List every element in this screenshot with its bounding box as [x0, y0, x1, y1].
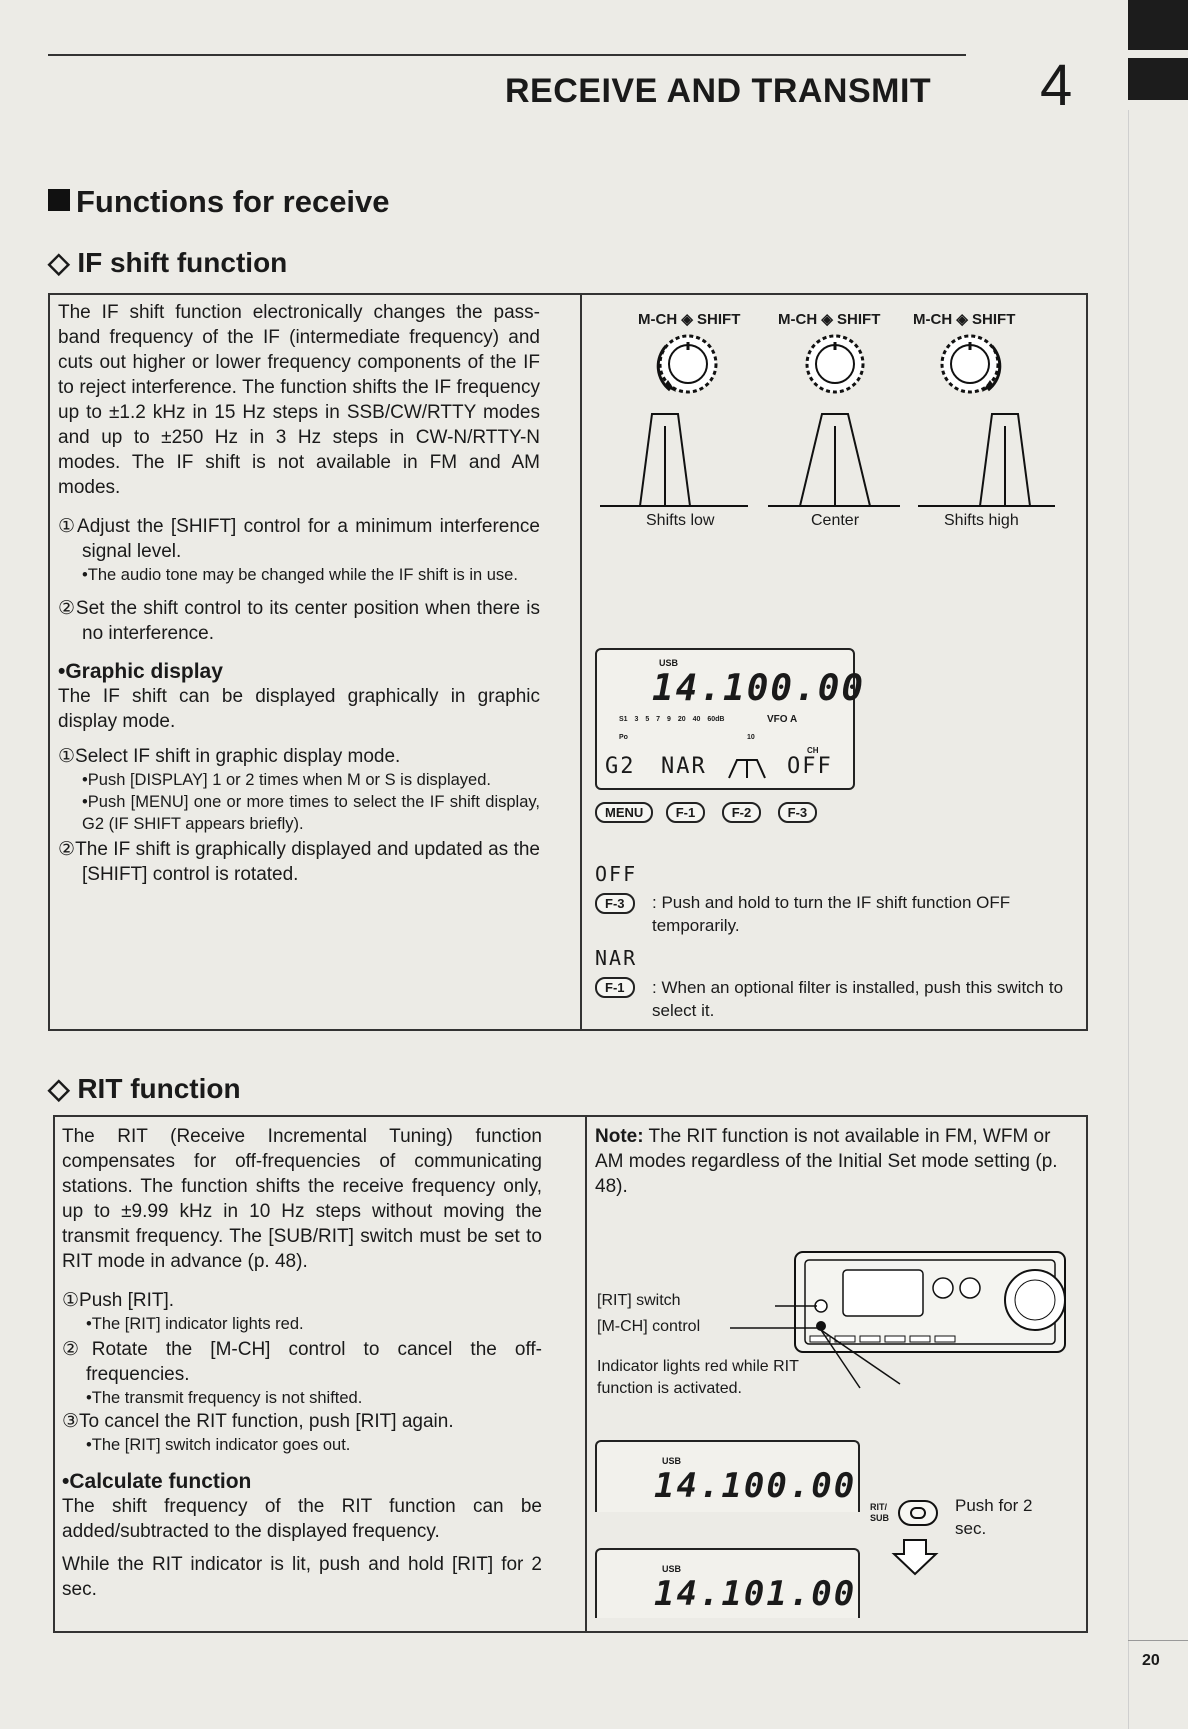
if-step-2: ②Set the shift control to its center position when there is no interference. — [58, 598, 540, 644]
rit-lcd-before-mode: USB — [662, 1456, 682, 1466]
rit-step-1: ①Push [RIT]. — [62, 1290, 175, 1311]
graphic-display-intro: The IF shift can be displayed graphically in graphic display mode. — [58, 686, 540, 732]
indicator-label: Indicator lights red while RIT function is activated. — [597, 1358, 799, 1397]
lcd-shift-graphic-icon — [727, 756, 767, 780]
caption-center: Center — [811, 512, 860, 529]
f1-key[interactable]: F-1 — [666, 802, 706, 823]
off-indicator: OFF — [595, 862, 638, 886]
nar-description: : When an optional filter is installed, push this switch to select it. — [652, 978, 1064, 1020]
page-number-rule — [1128, 1640, 1188, 1641]
chapter-title: RECEIVE AND TRANSMIT — [505, 72, 932, 110]
nar-indicator: NAR — [595, 946, 638, 970]
off-description: : Push and hold to turn the IF shift function OFF temporarily. — [652, 893, 1011, 935]
lcd-po: Po — [619, 734, 628, 741]
rit-lcd-after-frequency: 14.101.00 — [654, 1574, 857, 1614]
header-rule — [48, 54, 966, 56]
rit-title: ◇ RIT function — [48, 1073, 241, 1104]
knob-high — [942, 336, 1000, 392]
mch-control-label: [M-CH] control — [597, 1318, 701, 1335]
section-title: Functions for receive — [48, 184, 390, 220]
rit-lcd-after-mode: USB — [662, 1564, 682, 1574]
chapter-number: 4 — [1040, 53, 1073, 118]
graphic-step-2: ②The IF shift is graphically displayed and updated as the [SHIFT] control is rotated. — [58, 839, 540, 885]
graphic-display-title: •Graphic display — [58, 660, 223, 683]
square-bullet-icon — [48, 189, 70, 211]
lcd-s-scale: S1 3 5 7 9 20 40 60dB — [619, 716, 725, 723]
rit-step-2: ②Rotate the [M-CH] control to cancel the off-frequencies. — [62, 1339, 542, 1385]
knob-label-high: M-CH ◈ SHIFT — [913, 311, 1016, 328]
if-shift-title: ◇ IF shift function — [48, 247, 288, 278]
graphic-step-1-note-2: •Push [MENU] one or more times to select the IF shift display, G2 (IF SHIFT appears briefly). — [82, 793, 540, 833]
rit-intro: The RIT (Receive Incremental Tuning) function compensates for off-frequencies of communicating stations. The function shifts the receive frequency only, up to ±9.99 kHz in 10 Hz steps without moving the transmit frequency. The [SUB/RIT] switch must be set to RIT mode in advance (p. 48). — [62, 1126, 542, 1272]
lcd-ch: CH — [807, 746, 819, 755]
if-shift-text-column — [58, 300, 540, 887]
off-f3-key[interactable]: F-3 — [595, 893, 635, 914]
knob-label-center: M-CH ◈ SHIFT — [778, 311, 881, 328]
rit-step-3-note: •The [RIT] switch indicator goes out. — [86, 1436, 351, 1454]
rit-switch-label: [RIT] switch — [597, 1292, 681, 1309]
passband-high — [918, 414, 1055, 506]
lcd-vfo: VFO A — [767, 714, 798, 725]
rit-step-1-note: •The [RIT] indicator lights red. — [86, 1315, 304, 1333]
rit-sub-key-label: RIT/ SUB — [870, 1502, 890, 1523]
lcd-ten: 10 — [747, 734, 755, 741]
rit-text-column — [62, 1124, 542, 1602]
calculate-text: The shift frequency of the RIT function can be added/subtracted to the displayed frequency. — [62, 1496, 542, 1542]
lcd-nar: NAR — [661, 754, 707, 779]
chapter-tab-upper — [1128, 0, 1188, 50]
if-shift-intro: The IF shift function electronically changes the pass-band frequency of the IF (intermediate frequency) and cuts out higher or lower frequency components of the IF to reject interference. The function shifts the IF frequency up to ±1.2 kHz in 15 Hz steps in SSB/CW/RTTY modes and up to ±250 Hz in 3 Hz steps in CW-N/RTTY-N modes. The IF shift is not available in FM and AM modes. — [58, 302, 540, 498]
page-edge-line — [1128, 110, 1129, 1729]
passband-center — [768, 414, 900, 506]
f3-key[interactable]: F-3 — [778, 802, 818, 823]
rit-lcd-after — [595, 1548, 860, 1618]
rit-step-2-note: •The transmit frequency is not shifted. — [86, 1389, 363, 1407]
if-step-1-note: •The audio tone may be changed while the IF shift is in use. — [82, 566, 518, 584]
function-keys — [595, 802, 865, 823]
rit-sub-key[interactable] — [898, 1500, 938, 1526]
note-label: Note: — [595, 1126, 644, 1147]
rit-step-3: ③To cancel the RIT function, push [RIT] again. — [62, 1411, 454, 1432]
rit-note — [595, 1124, 1077, 1199]
rit-lcd-before-frequency: 14.100.00 — [654, 1466, 857, 1506]
knob-label-low: M-CH ◈ SHIFT — [638, 311, 741, 328]
down-arrow-icon — [890, 1538, 940, 1576]
if-shift-lcd — [595, 648, 866, 790]
page-number: 20 — [1142, 1652, 1160, 1669]
menu-key[interactable]: MENU — [595, 802, 653, 823]
if-shift-divider — [580, 293, 582, 1031]
knob-center — [807, 336, 863, 392]
lcd-frequency: 14.100.00 — [652, 668, 866, 709]
lcd-off: OFF — [787, 754, 833, 779]
caption-shifts-high: Shifts high — [944, 512, 1019, 529]
lcd-mode: USB — [659, 658, 679, 668]
rit-key-indicator-icon — [910, 1507, 926, 1519]
graphic-step-1: ①Select IF shift in graphic display mode. — [58, 746, 401, 767]
push-for-label: Push for 2 sec. — [955, 1496, 1033, 1538]
nar-f1-key[interactable]: F-1 — [595, 977, 635, 998]
rit-lcd-before — [595, 1440, 860, 1512]
calculate-title: •Calculate function — [62, 1470, 252, 1493]
knob-low — [658, 336, 716, 392]
lcd-g2: G2 — [605, 754, 636, 779]
if-step-1: ①Adjust the [SHIFT] control for a minimum interference signal level. — [58, 516, 540, 562]
f2-key[interactable]: F-2 — [722, 802, 762, 823]
passband-low — [600, 414, 748, 506]
graphic-step-1-note-1: •Push [DISPLAY] 1 or 2 times when M or S is displayed. — [82, 771, 491, 789]
shift-diagram-svg — [600, 306, 1070, 531]
chapter-tab — [1128, 58, 1188, 100]
note-text: The RIT function is not available in FM, WFM or AM modes regardless of the Initial Set mode setting (p. 48). — [595, 1126, 1058, 1197]
calculate-text-2: While the RIT indicator is lit, push and hold [RIT] for 2 sec. — [62, 1554, 542, 1600]
caption-shifts-low: Shifts low — [646, 512, 715, 529]
shift-diagrams — [600, 306, 1070, 536]
rit-divider — [585, 1115, 587, 1633]
